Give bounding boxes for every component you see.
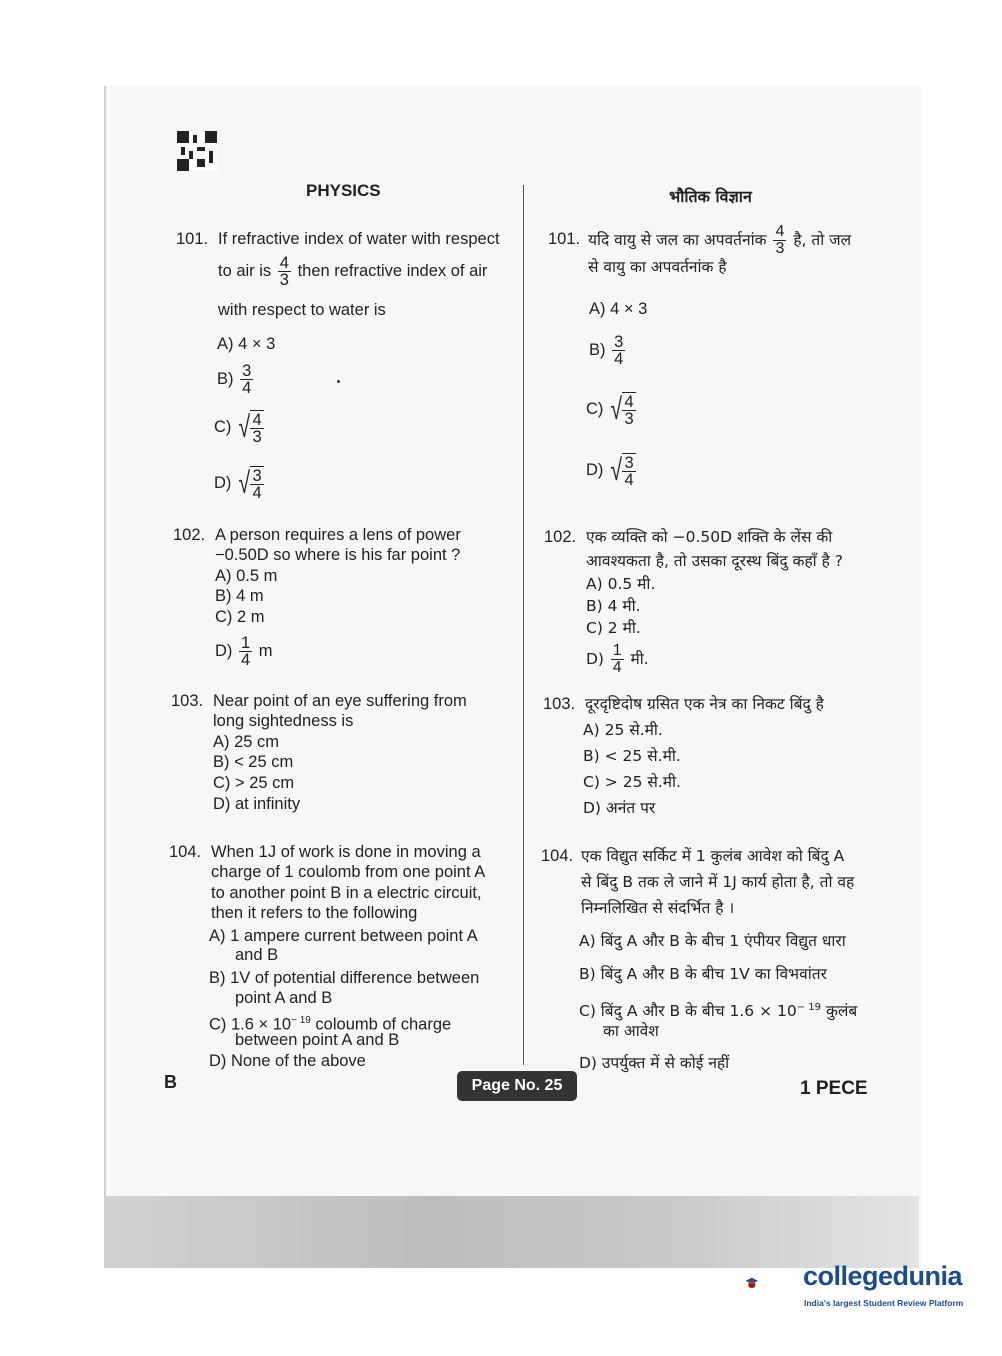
option-101a-en: A) 4 × 3 xyxy=(217,335,276,353)
option-104c-en: C) $1.6 \times 10^{- 19}$ coloumb of charge xyxy=(209,1015,452,1034)
option-104d-en: D) None of the above xyxy=(209,1052,366,1070)
option-104a-hi: A) बिंदु A और B के बीच 1 एंपीयर विद्युत धारा xyxy=(579,932,846,950)
option-102a-hi: A) 0.5 मी. xyxy=(586,575,656,593)
brand-tagline: India's largest Student Review Platform xyxy=(804,1298,964,1308)
option-104b-hi: B) बिंदु A और B के बीच 1V का विभवांतर xyxy=(579,965,827,983)
option-103c-hi: C) > 25 से.मी. xyxy=(583,773,681,791)
option-101a-hi: A) 4 × 3 xyxy=(589,300,648,318)
option-102b-hi: B) 4 मी. xyxy=(586,597,641,615)
option-103b-hi: B) < 25 से.मी. xyxy=(583,747,681,765)
option-103d-en: D) at infinity xyxy=(213,795,301,813)
page-number-badge: Page No. 25 xyxy=(457,1071,577,1101)
hindi-section-title: भौतिक विज्ञान xyxy=(669,187,752,206)
paper-code: 1 PECE xyxy=(800,1078,868,1099)
option-102a-en: A) 0.5 m xyxy=(215,567,278,585)
option-104a-en: A) 1 ampere current between point A xyxy=(209,927,478,945)
option-103c-en: C) > 25 cm xyxy=(213,774,295,792)
collegedunia-mascot-icon xyxy=(744,1253,804,1313)
option-102d-hi: D) $\frac{1}{4}$ मी. xyxy=(586,642,649,676)
option-101c-en: C) √ $\frac{4}{3}$ xyxy=(214,410,262,446)
option-102b-en: B) 4 m xyxy=(215,587,264,605)
english-section-title: PHYSICS xyxy=(306,181,381,200)
qr-code-icon xyxy=(177,131,217,171)
option-104b-en: B) 1V of potential difference between xyxy=(209,969,480,987)
option-101b-hi: B) $\frac{3}{4}$ xyxy=(589,333,624,368)
option-101d-en: D) √ $\frac{3}{4}$ xyxy=(214,466,262,502)
option-101d-hi: D) √ $\frac{3}{4}$ xyxy=(586,453,634,489)
fraction: $\frac{4}{3}$ xyxy=(279,254,289,289)
option-103d-hi: D) अनंत पर xyxy=(583,799,656,817)
option-101b-en: B) $\frac{3}{4}$ xyxy=(217,362,252,397)
option-102c-en: C) 2 m xyxy=(215,608,265,626)
option-101c-hi: C) √ $\frac{4}{3}$ xyxy=(586,392,634,428)
column-divider xyxy=(523,185,524,1065)
option-103a-hi: A) 25 से.मी. xyxy=(583,721,663,739)
option-102d-en: D) $\frac{1}{4}$ m xyxy=(215,634,273,669)
option-104c-hi: C) बिंदु A और B के बीच $1.6 \times 10^{- 19}$ कुलंब xyxy=(579,1002,858,1021)
question-series: B xyxy=(164,1072,177,1092)
option-102c-hi: C) 2 मी. xyxy=(586,619,641,637)
scan-speck xyxy=(337,380,340,383)
option-104d-hi: D) उपर्युक्त में से कोई नहीं xyxy=(579,1054,730,1072)
brand-name: collegedunia xyxy=(803,1261,963,1291)
option-103b-en: B) < 25 cm xyxy=(213,753,294,771)
option-103a-en: A) 25 cm xyxy=(213,733,280,751)
